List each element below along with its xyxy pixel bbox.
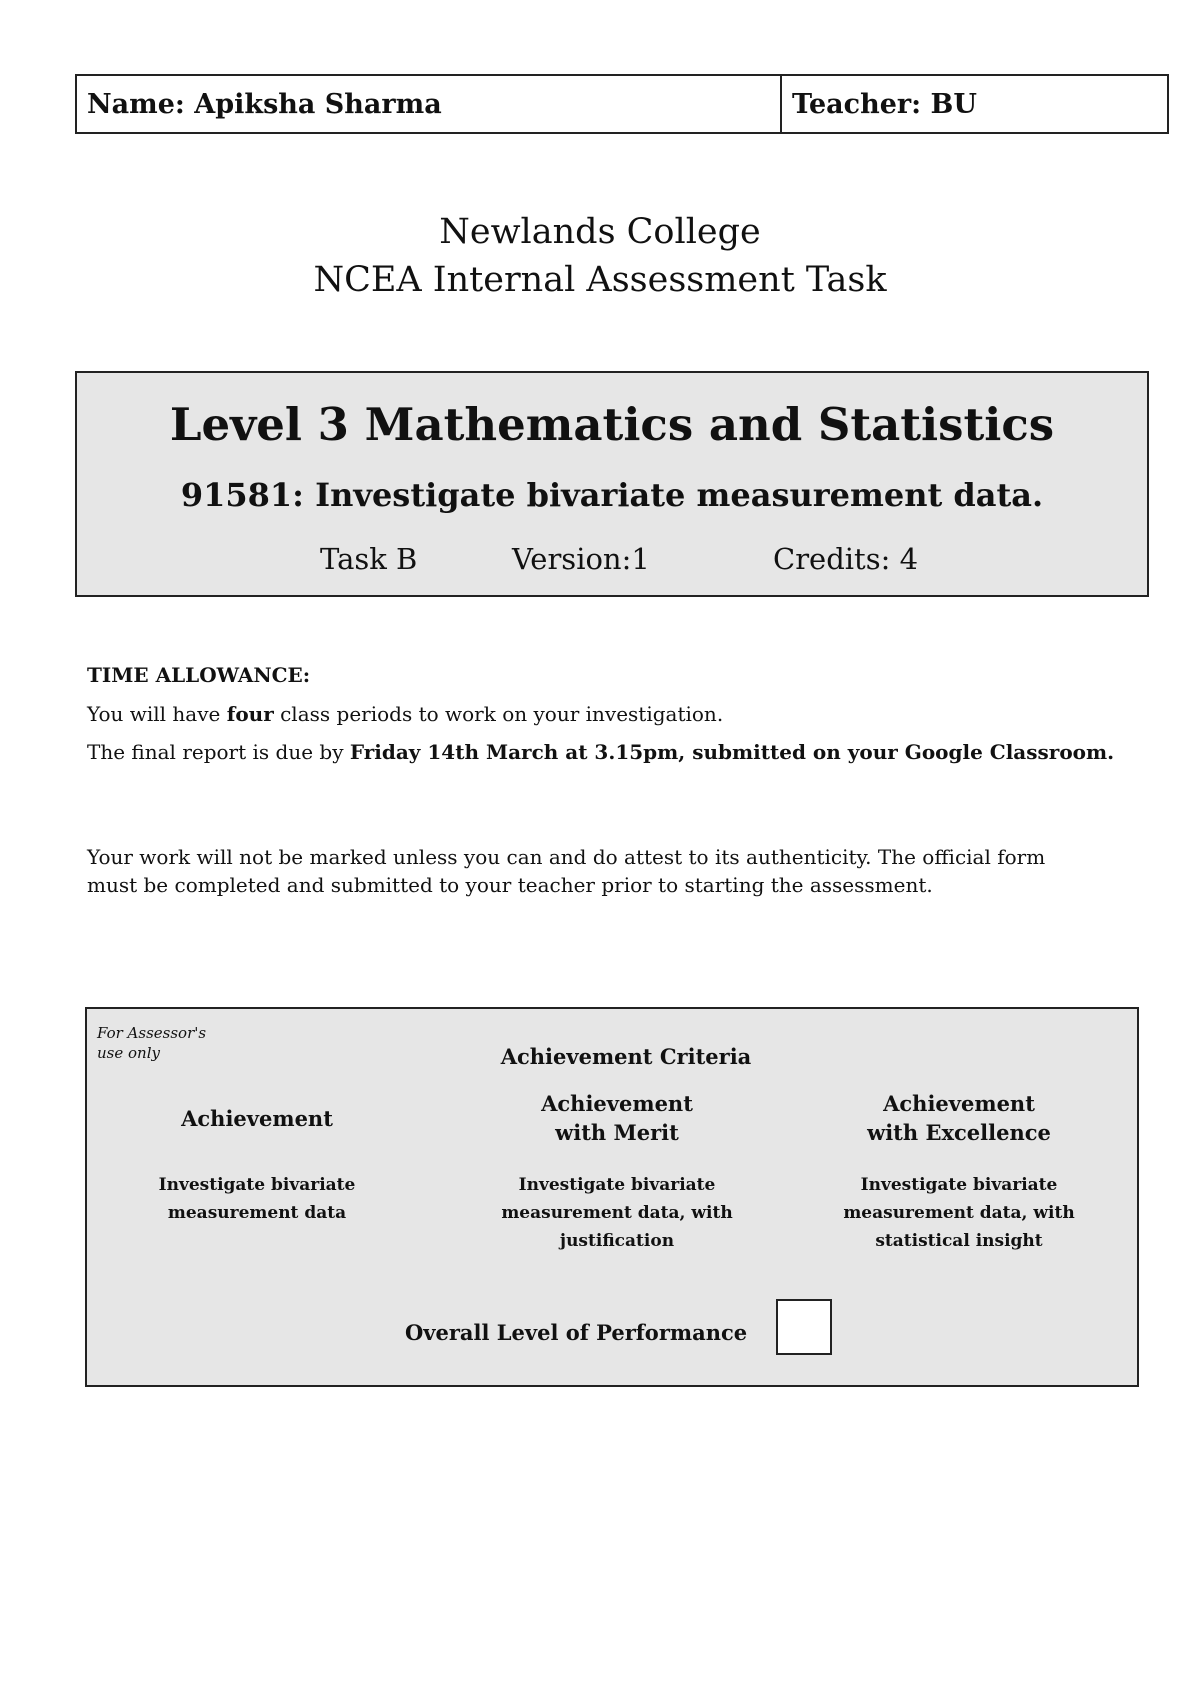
- criteria-column-achievement: [107, 1089, 407, 1227]
- assessment-type: NCEA Internal Assessment Task: [313, 260, 887, 300]
- time-allowance-heading: TIME ALLOWANCE:: [87, 663, 311, 687]
- column-description: Investigate bivariate measurement data: [158, 1175, 356, 1223]
- column-heading: Achievement with Merit: [541, 1091, 693, 1145]
- subject-title: Level 3 Mathematics and Statistics: [169, 398, 1055, 451]
- due-date-line: [87, 739, 1114, 765]
- due-prefix: The final report is due by: [87, 740, 350, 764]
- overall-performance-box[interactable]: [776, 1299, 832, 1355]
- due-date: Friday 14th March at 3.15pm, submitted on your Google Classroom.: [349, 740, 1115, 764]
- achievement-criteria-box: [85, 1007, 1139, 1387]
- criteria-title: Achievement Criteria: [500, 1044, 752, 1069]
- column-heading: Achievement with Excellence: [867, 1091, 1051, 1145]
- student-name: Name: Apiksha Sharma: [77, 76, 782, 132]
- criteria-column-merit: [467, 1089, 767, 1255]
- authenticity-notice: Your work will not be marked unless you can and do attest to its authenticity. The official form must be completed and submitted to your teacher prior to starting the assessment.: [87, 845, 1046, 897]
- periods-suffix: class periods to work on your investigation.: [273, 702, 724, 726]
- column-description: Investigate bivariate measurement data, with justification: [501, 1175, 733, 1251]
- periods-prefix: You will have: [87, 702, 227, 726]
- teacher-name: Teacher: BU: [792, 88, 977, 120]
- periods-count: four: [226, 702, 274, 726]
- version-label: Version:1: [512, 542, 650, 576]
- time-allowance-periods: [87, 701, 723, 727]
- title-box: [75, 371, 1149, 597]
- criteria-column-excellence: [809, 1089, 1109, 1255]
- credits-label: Credits: 4: [773, 542, 919, 576]
- standard-title: 91581: Investigate bivariate measurement data.: [180, 476, 1044, 514]
- column-heading: Achievement: [181, 1105, 333, 1131]
- overall-performance-label: Overall Level of Performance: [405, 1320, 748, 1345]
- column-description: Investigate bivariate measurement data, with statistical insight: [843, 1175, 1075, 1251]
- assessor-note: For Assessor's use only: [97, 1024, 207, 1062]
- task-label: Task B: [320, 542, 418, 576]
- student-header-table: [75, 74, 1169, 134]
- school-name: Newlands College: [439, 212, 761, 252]
